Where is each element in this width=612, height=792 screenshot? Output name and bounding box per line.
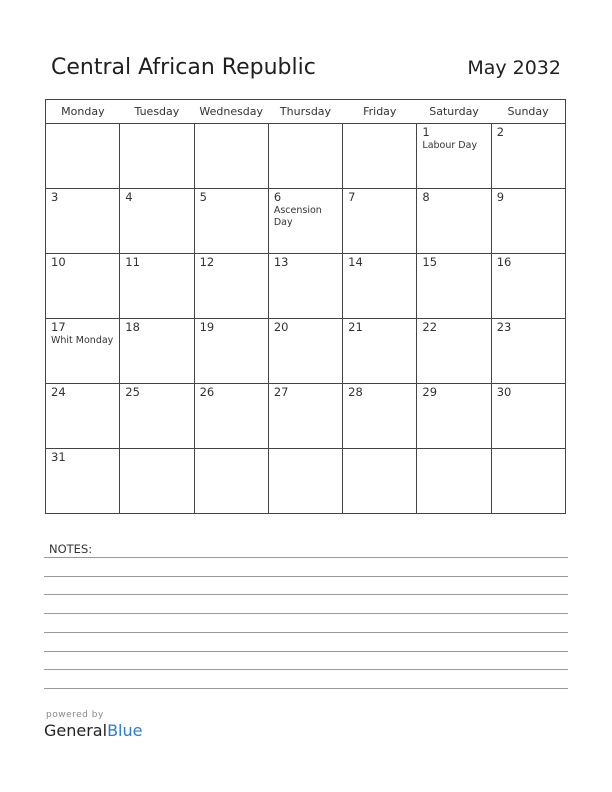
calendar-day-cell <box>417 449 491 514</box>
calendar-day-cell <box>343 254 417 319</box>
calendar-day-cell <box>491 449 565 514</box>
calendar-day-cell <box>194 449 268 514</box>
calendar-month-year: May 2032 <box>467 57 561 79</box>
day-number: 31 <box>51 450 66 464</box>
day-number: 15 <box>422 255 438 269</box>
weekday-header-row <box>46 100 566 124</box>
calendar-body <box>46 124 566 514</box>
day-number: 16 <box>496 255 512 269</box>
day-number: 30 <box>496 385 512 399</box>
calendar-day-cell <box>120 319 194 384</box>
calendar-day-cell <box>491 254 565 319</box>
calendar-day-cell <box>343 189 417 254</box>
calendar-day-cell <box>120 124 194 189</box>
day-number: 27 <box>273 385 289 399</box>
weekday-header: Wednesday <box>194 100 268 124</box>
calendar-day-cell <box>417 189 491 254</box>
notes-line <box>44 669 568 670</box>
day-number: 10 <box>51 255 66 269</box>
day-number: 24 <box>51 385 66 399</box>
calendar-day-cell <box>343 449 417 514</box>
calendar-day-cell <box>268 189 342 254</box>
day-number: 6 <box>273 190 282 204</box>
calendar-day-cell <box>46 189 120 254</box>
logo-text-blue: Blue <box>107 721 143 740</box>
day-number: 29 <box>422 385 438 399</box>
calendar-week-row <box>46 449 566 514</box>
day-number: 7 <box>348 190 356 204</box>
calendar-week-row <box>46 189 566 254</box>
day-number: 13 <box>273 255 289 269</box>
calendar-day-cell <box>491 319 565 384</box>
calendar-day-cell <box>194 319 268 384</box>
calendar-week-row <box>46 384 566 449</box>
day-number: 26 <box>199 385 215 399</box>
holiday-label: Whit Monday <box>51 335 114 346</box>
calendar-day-cell <box>417 254 491 319</box>
calendar-day-cell <box>46 319 120 384</box>
calendar-day-cell <box>268 254 342 319</box>
weekday-header: Friday <box>343 100 417 124</box>
calendar-week-row <box>46 254 566 319</box>
calendar-day-cell <box>120 254 194 319</box>
calendar-day-cell <box>194 189 268 254</box>
day-number: 5 <box>199 190 207 204</box>
calendar-day-cell <box>491 384 565 449</box>
day-number: 2 <box>496 125 505 139</box>
notes-line <box>44 594 568 595</box>
calendar-country-title: Central African Republic <box>51 55 316 80</box>
calendar-week-row <box>46 124 566 189</box>
day-number: 25 <box>125 385 140 399</box>
weekday-header: Thursday <box>268 100 342 124</box>
calendar-day-cell <box>268 319 342 384</box>
notes-label: NOTES: <box>49 542 93 556</box>
holiday-label: Labour Day <box>422 140 478 151</box>
calendar-grid <box>45 99 566 514</box>
day-number: 8 <box>422 190 430 204</box>
calendar-day-cell <box>46 254 120 319</box>
calendar-day-cell <box>268 124 342 189</box>
generalblue-logo <box>44 721 142 740</box>
calendar-day-cell <box>491 189 565 254</box>
calendar-day-cell <box>417 319 491 384</box>
notes-line <box>44 651 568 652</box>
calendar-day-cell <box>417 124 491 189</box>
calendar-day-cell <box>194 124 268 189</box>
calendar-day-cell <box>120 449 194 514</box>
logo-text-general: General <box>44 721 108 740</box>
notes-line <box>44 632 568 633</box>
calendar-day-cell <box>268 449 342 514</box>
calendar-day-cell <box>194 254 268 319</box>
day-number: 19 <box>199 320 215 334</box>
calendar-day-cell <box>343 384 417 449</box>
day-number: 18 <box>125 320 140 334</box>
calendar-day-cell <box>194 384 268 449</box>
calendar-day-cell <box>491 124 565 189</box>
calendar-day-cell <box>46 449 120 514</box>
day-number: 23 <box>496 320 512 334</box>
day-number: 1 <box>422 125 430 139</box>
notes-line <box>44 613 568 614</box>
calendar-week-row <box>46 319 566 384</box>
calendar-day-cell <box>343 124 417 189</box>
day-number: 17 <box>51 320 66 334</box>
weekday-header: Monday <box>46 100 120 124</box>
calendar-day-cell <box>417 384 491 449</box>
calendar-day-cell <box>120 384 194 449</box>
day-number: 22 <box>422 320 438 334</box>
calendar-day-cell <box>46 384 120 449</box>
weekday-header: Saturday <box>417 100 491 124</box>
weekday-header: Tuesday <box>120 100 194 124</box>
day-number: 14 <box>348 255 363 269</box>
weekday-header: Sunday <box>491 100 565 124</box>
day-number: 11 <box>125 255 140 269</box>
notes-line <box>44 688 568 689</box>
notes-line <box>44 557 568 558</box>
day-number: 12 <box>199 255 215 269</box>
powered-by-text: powered by <box>46 710 104 720</box>
day-number: 3 <box>51 190 59 204</box>
notes-line <box>44 576 568 577</box>
calendar-day-cell <box>268 384 342 449</box>
day-number: 21 <box>348 320 363 334</box>
holiday-label: Ascension Day <box>273 205 322 228</box>
calendar-day-cell <box>343 319 417 384</box>
day-number: 9 <box>496 190 505 204</box>
calendar-day-cell <box>46 124 120 189</box>
day-number: 20 <box>273 320 289 334</box>
day-number: 4 <box>125 190 133 204</box>
calendar-day-cell <box>120 189 194 254</box>
day-number: 28 <box>348 385 363 399</box>
